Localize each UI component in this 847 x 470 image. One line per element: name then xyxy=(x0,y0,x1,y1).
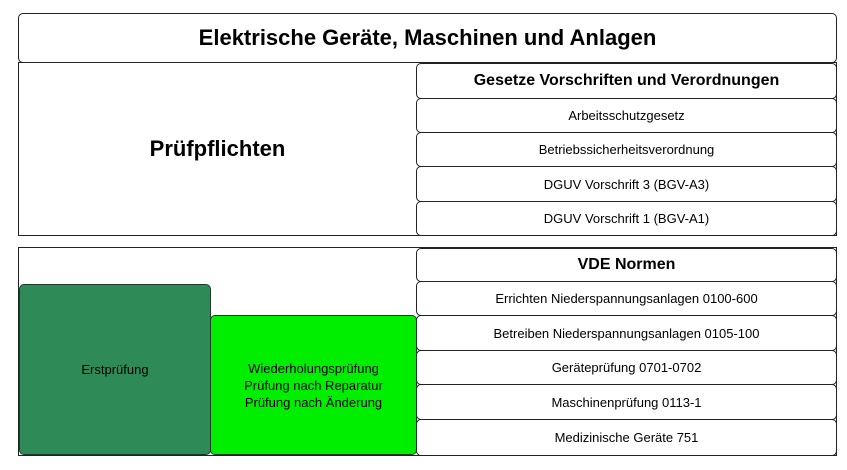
gesetze-item: Betriebssicherheitsverordnung xyxy=(416,132,837,167)
gesetze-item: DGUV Vorschrift 3 (BGV-A3) xyxy=(416,166,837,202)
wiederholung-line: Wiederholungsprüfung xyxy=(248,360,379,376)
gesetze-item: DGUV Vorschrift 1 (BGV-A1) xyxy=(416,201,837,236)
diagram-title: Elektrische Geräte, Maschinen und Anlagen xyxy=(18,13,837,63)
pruefpflichten-label: Prüfpflichten xyxy=(149,136,286,161)
vde-header: VDE Normen xyxy=(416,248,837,282)
gesetze-item: Arbeitsschutzgesetz xyxy=(416,98,837,133)
vde-item: Betreiben Niederspannungsanlagen 0105-100 xyxy=(416,315,837,351)
erstpruefung-label: Erstprüfung xyxy=(81,362,149,377)
reparatur-line: Prüfung nach Reparatur xyxy=(244,377,383,393)
vde-item: Geräteprüfung 0701-0702 xyxy=(416,350,837,385)
vde-item: Maschinenprüfung 0113-1 xyxy=(416,384,837,420)
gesetze-header: Gesetze Vorschriften und Verordnungen xyxy=(416,63,837,99)
vde-item: Errichten Niederspannungsanlagen 0100-600 xyxy=(416,281,837,316)
wiederholungspruefung-block xyxy=(210,315,417,455)
aenderung-line: Prüfung nach Änderung xyxy=(244,394,383,410)
erstpruefung-block xyxy=(19,284,211,455)
vde-item: Medizinische Geräte 751 xyxy=(416,419,837,456)
